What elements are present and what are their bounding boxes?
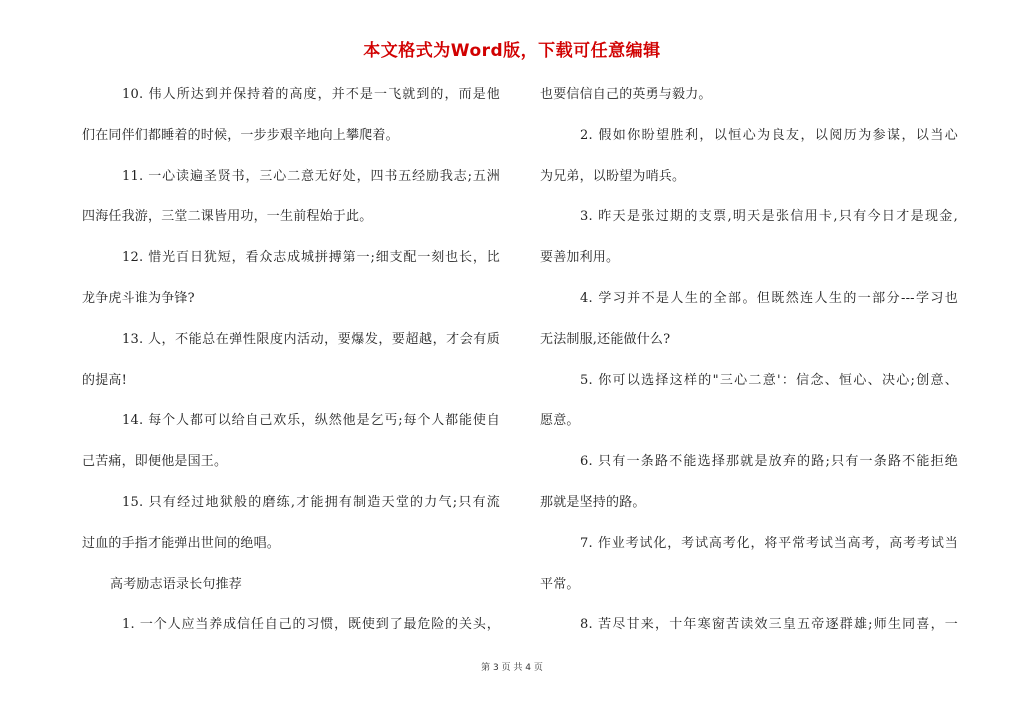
text-line: 12. 惜光百日犹短，看众志成城拼搏第一;细支配一刻也长，比 [122, 250, 500, 266]
page-header-title: 本文格式为Word版，下载可任意编辑 [363, 41, 661, 61]
text-line: 愿意。 [540, 413, 580, 429]
text-line: 也要信信自己的英勇与毅力。 [540, 87, 712, 102]
text-line: 8. 苦尽甘来，十年寒窗苦读效三皇五帝逐群雄;师生同喜，一 [580, 617, 958, 633]
text-line: 11. 一心读遍圣贤书，三心二意无好处，四书五经励我志;五洲 [122, 168, 500, 184]
text-line: 13. 人，不能总在弹性限度内活动，要爆发，要超越，才会有质 [122, 331, 500, 347]
text-line: 15. 只有经过地狱般的磨练,才能拥有制造天堂的力气;只有流 [122, 494, 500, 510]
section-heading: 高考励志语录长句推荐 [110, 576, 243, 592]
text-line: 4. 学习并不是人生的全部。但既然连人生的一部分---学习也 [580, 290, 958, 306]
text-line: 为兄弟，以盼望为哨兵。 [540, 168, 686, 184]
text-line: 己苦痛，即便他是国王。 [82, 454, 228, 470]
text-line: 14. 每个人都可以给自己欢乐，纵然他是乞丐;每个人都能使自 [122, 413, 500, 429]
text-line: 7. 作业考试化，考试高考化，将平常考试当高考，高考考试当 [580, 535, 958, 551]
text-line: 无法制服,还能做什么? [540, 331, 671, 347]
text-line: 四海任我游，三堂二课皆用功，一生前程始于此。 [82, 209, 373, 225]
text-line: 要善加利用。 [540, 250, 620, 266]
page-number: 第 3 页 共 4 页 [481, 663, 543, 673]
right-text-column [540, 82, 958, 653]
text-line: 的提高! [82, 372, 128, 388]
text-line: 10. 伟人所达到并保持着的高度，并不是一飞就到的，而是他 [122, 87, 500, 102]
text-line: 3. 昨天是张过期的支票,明天是张信用卡,只有今日才是现金, [580, 209, 958, 225]
text-line: 6. 只有一条路不能选择那就是放弃的路;只有一条路不能拒绝 [580, 454, 958, 470]
text-line: 2. 假如你盼望胜利，以恒心为良友，以阅历为参谋，以当心 [580, 127, 958, 143]
left-text-column [82, 82, 500, 653]
text-line: 们在同伴们都睡着的时候，一步步艰辛地向上攀爬着。 [82, 127, 399, 143]
text-line: 1. 一个人应当养成信任自己的习惯，既使到了最危险的关头， [122, 617, 500, 633]
text-line: 过血的手指才能弹出世间的绝唱。 [82, 535, 281, 551]
text-line: 平常。 [540, 576, 580, 592]
text-line: 龙争虎斗谁为争锋? [82, 290, 195, 306]
text-line: 5. 你可以选择这样的"三心二意'：信念、恒心、决心;创意、 [580, 372, 958, 388]
text-line: 那就是坚持的路。 [540, 494, 646, 510]
